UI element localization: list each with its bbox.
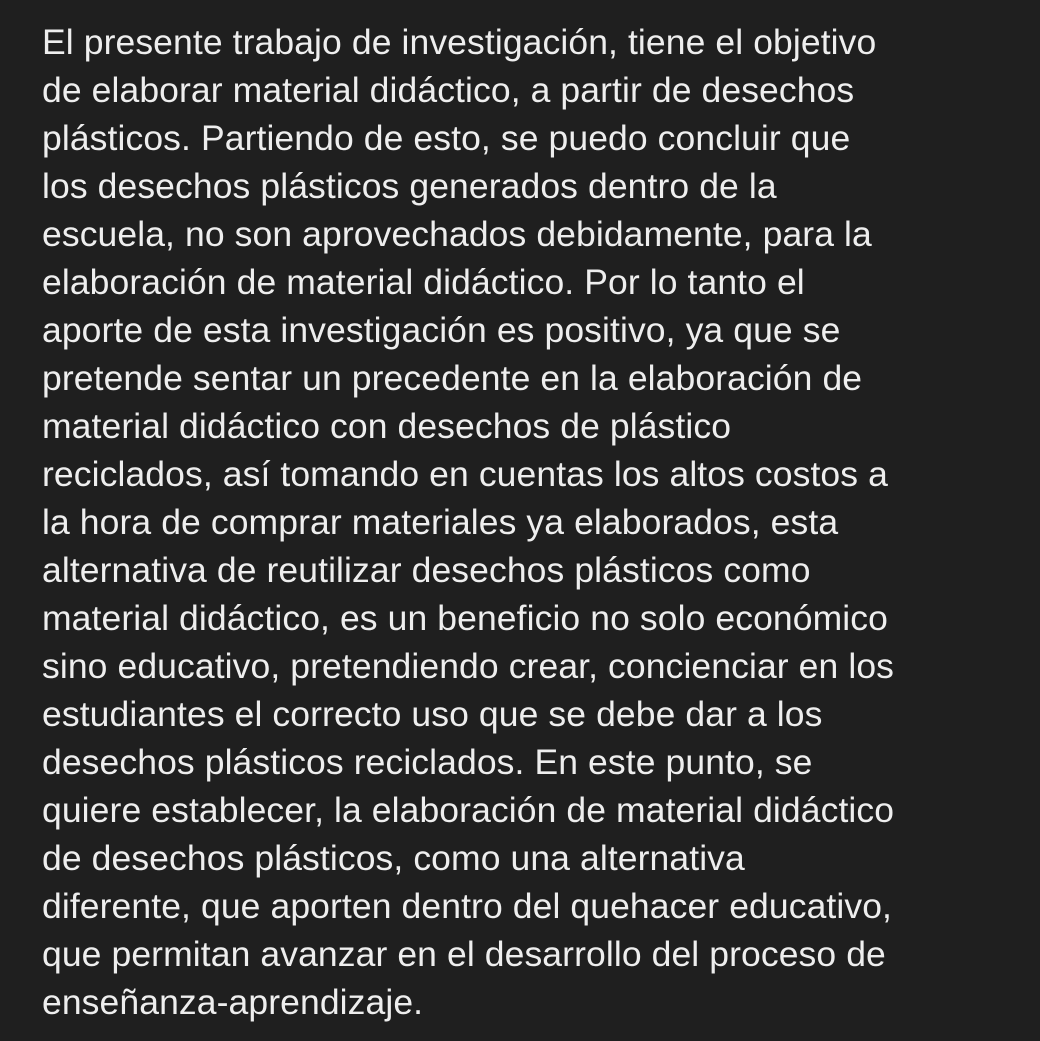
- text-line: aporte de esta investigación es positivo, ya que se: [42, 310, 841, 350]
- text-line: diferente, que aporten dentro del quehacer educativo,: [42, 886, 893, 926]
- text-line: estudiantes el correcto uso que se debe dar a los: [42, 694, 823, 734]
- text-line: elaboración de material didáctico. Por lo tanto el: [42, 262, 805, 302]
- text-line: plásticos. Partiendo de esto, se puedo concluir que: [42, 118, 851, 158]
- text-line: quiere establecer, la elaboración de material didáctico: [42, 790, 895, 830]
- text-line: reciclados, así tomando en cuentas los altos costos a: [42, 454, 888, 494]
- text-line: escuela, no son aprovechados debidamente, para la: [42, 214, 872, 254]
- text-line: la hora de comprar materiales ya elaborados, esta: [42, 502, 839, 542]
- text-line: sino educativo, pretendiendo crear, concienciar en los: [42, 646, 895, 686]
- paragraph-text: [42, 18, 1032, 1026]
- text-line: alternativa de reutilizar desechos plásticos como: [42, 550, 811, 590]
- text-line: de elaborar material didáctico, a partir de desechos: [42, 70, 855, 110]
- text-line: los desechos plásticos generados dentro de la: [42, 166, 777, 206]
- text-line: desechos plásticos reciclados. En este punto, se: [42, 742, 813, 782]
- text-line: material didáctico con desechos de plástico: [42, 406, 732, 446]
- text-line: que permitan avanzar en el desarrollo del proceso de: [42, 934, 886, 974]
- text-line: El presente trabajo de investigación, tiene el objetivo: [42, 22, 877, 62]
- text-line: material didáctico, es un beneficio no solo económico: [42, 598, 888, 638]
- text-line: de desechos plásticos, como una alternativa: [42, 838, 745, 878]
- text-line: enseñanza-aprendizaje.: [42, 982, 424, 1022]
- text-line: pretende sentar un precedente en la elaboración de: [42, 358, 863, 398]
